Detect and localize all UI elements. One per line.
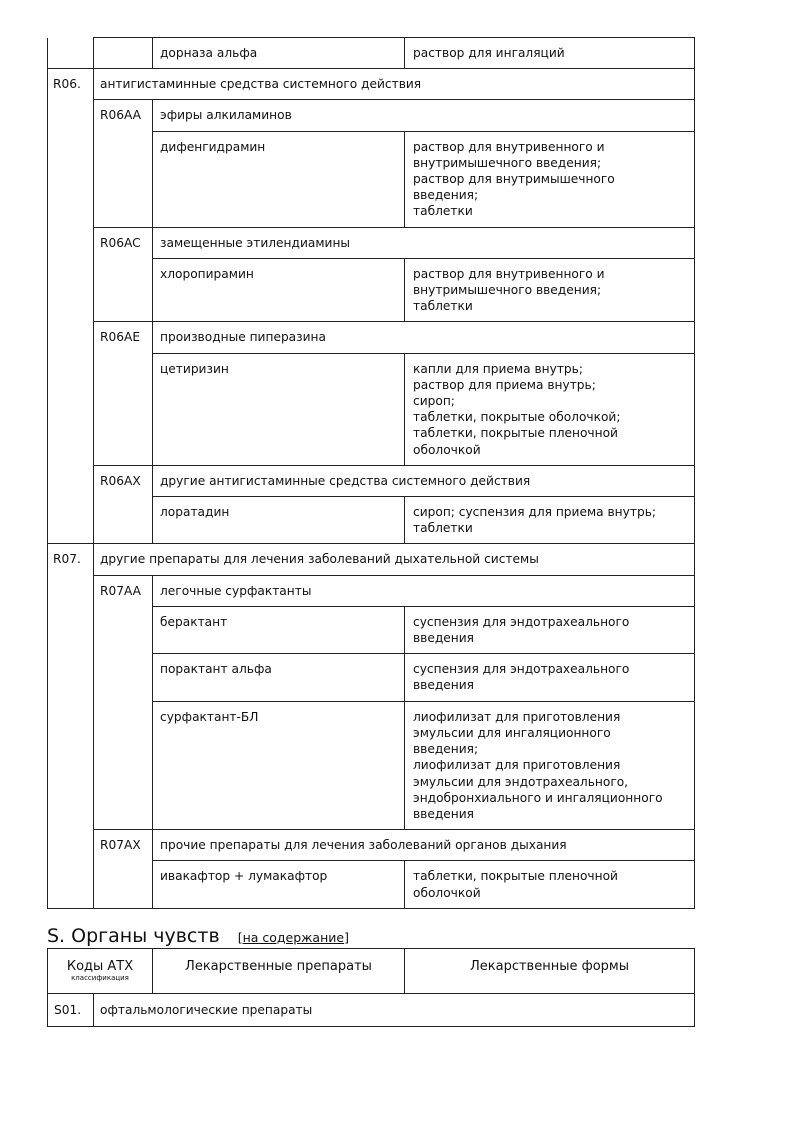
subgroup-code-empty: [94, 861, 153, 908]
group-code-empty: [48, 258, 94, 322]
drug-form-line: раствор для внутривенного и: [413, 139, 605, 154]
table-row: [48, 227, 695, 258]
subgroup-title: производные пиперазина: [153, 322, 695, 353]
table-row: [48, 861, 695, 908]
subgroup-code: R06AA: [94, 100, 153, 131]
drug-name: берактант: [153, 606, 405, 653]
drug-form-line: таблетки, покрытые пленочной: [413, 869, 618, 884]
table-row: [48, 497, 695, 544]
drug-form-line: лиофилизат для приготовления: [413, 758, 621, 773]
group-title: офтальмологические препараты: [94, 994, 695, 1027]
table-row: [48, 69, 695, 100]
table-row: [48, 654, 695, 701]
drug-forms: [405, 861, 695, 908]
table-row: [48, 701, 695, 829]
drug-form-line: раствор для ингаляций: [413, 46, 565, 60]
group-code-empty: [48, 353, 94, 465]
group-code-empty: [48, 131, 94, 227]
group-code-empty: [48, 830, 94, 861]
drug-form-line: введения;: [413, 188, 479, 203]
drug-form-line: сироп;: [413, 394, 455, 409]
table-row: [48, 544, 695, 575]
group-code-empty: [48, 654, 94, 701]
drug-form-line: таблетки: [413, 299, 473, 314]
drug-form-line: суспензия для эндотрахеального: [413, 662, 630, 677]
drug-form-line: введения;: [413, 742, 479, 757]
table-row: [48, 465, 695, 496]
table-row: [48, 575, 695, 606]
subgroup-code-empty: [94, 606, 153, 653]
subgroup-code-empty: [94, 38, 153, 69]
group-code-empty: [48, 100, 94, 131]
group-code: S01.: [48, 994, 94, 1027]
drug-form-line: таблетки: [413, 204, 473, 219]
drug-form-line: таблетки: [413, 521, 473, 536]
header-codes-sub: классификация: [71, 974, 129, 982]
drug-form-line: сироп; суспензия для приема внутрь;: [413, 505, 656, 520]
subgroup-code-empty: [94, 131, 153, 227]
subgroup-title: замещенные этилендиамины: [153, 227, 695, 258]
drug-form-line: раствор для приема внутрь;: [413, 377, 596, 392]
group-code: R07.: [48, 544, 94, 575]
subgroup-title: прочие препараты для лечения заболеваний органов дыхания: [153, 830, 695, 861]
drug-name: ивакафтор + лумакафтор: [153, 861, 405, 908]
drug-form-line: введения: [413, 678, 475, 693]
table-header-row: [48, 949, 695, 994]
table-row: [48, 353, 695, 465]
drug-name: цетиризин: [153, 353, 405, 465]
drug-form-line: раствор для внутривенного и: [413, 266, 605, 281]
drug-form-line: суспензия для эндотрахеального: [413, 614, 630, 629]
drug-form-line: эндобронхиального и ингаляционного: [413, 790, 663, 805]
drug-forms: [405, 38, 695, 69]
header-drugs: Лекарственные препараты: [153, 949, 405, 994]
subgroup-code-empty: [94, 497, 153, 544]
header-forms: Лекарственные формы: [405, 949, 695, 994]
group-code-empty: [48, 38, 94, 69]
table-row: [48, 131, 695, 227]
drug-forms: [405, 353, 695, 465]
subgroup-code: R06AC: [94, 227, 153, 258]
drug-form-line: эмульсии для ингаляционного: [413, 725, 611, 740]
drug-forms: [405, 131, 695, 227]
group-code-empty: [48, 465, 94, 496]
subgroup-code-empty: [94, 701, 153, 829]
subgroup-code: R07AA: [94, 575, 153, 606]
drug-form-line: лиофилизат для приготовления: [413, 709, 621, 724]
drug-forms: [405, 258, 695, 322]
s-section-table: [47, 948, 695, 1027]
drug-forms: [405, 606, 695, 653]
drug-form-line: оболочкой: [413, 442, 481, 457]
section-letter: S.: [47, 925, 66, 947]
subgroup-title: другие антигистаминные средства системного действия: [153, 465, 695, 496]
section-heading: [47, 924, 349, 950]
drug-form-line: введения: [413, 806, 475, 821]
atx-drug-table: [47, 37, 695, 909]
toc-link[interactable]: на содержание: [242, 930, 345, 945]
table-row: [48, 606, 695, 653]
header-codes: Коды АТХ классификация: [48, 949, 153, 994]
drug-form-line: оболочкой: [413, 885, 481, 900]
subgroup-title: эфиры алкиламинов: [153, 100, 695, 131]
section-title: Органы чувств: [71, 925, 220, 947]
table-row: [48, 258, 695, 322]
drug-form-line: раствор для внутримышечного: [413, 172, 615, 187]
subgroup-code-empty: [94, 654, 153, 701]
group-code-empty: [48, 606, 94, 653]
drug-forms: [405, 497, 695, 544]
group-title: антигистаминные средства системного действия: [94, 69, 695, 100]
toc-link-wrapper: [на содержание]: [237, 930, 349, 945]
drug-name: порактант альфа: [153, 654, 405, 701]
subgroup-code-empty: [94, 353, 153, 465]
drug-form-line: внутримышечного введения;: [413, 155, 602, 170]
group-code-empty: [48, 227, 94, 258]
table-row: [48, 994, 695, 1027]
table-row: [48, 830, 695, 861]
drug-forms: [405, 701, 695, 829]
group-code-empty: [48, 575, 94, 606]
group-code: R06.: [48, 69, 94, 100]
group-title: другие препараты для лечения заболеваний дыхательной системы: [94, 544, 695, 575]
drug-name: дорназа альфа: [153, 38, 405, 69]
drug-name: дифенгидрамин: [153, 131, 405, 227]
table-row: [48, 38, 695, 69]
drug-form-line: таблетки, покрытые пленочной: [413, 426, 618, 441]
drug-form-line: таблетки, покрытые оболочкой;: [413, 410, 621, 425]
drug-form-line: введения: [413, 631, 475, 646]
drug-forms: [405, 654, 695, 701]
drug-name: хлоропирамин: [153, 258, 405, 322]
group-code-empty: [48, 701, 94, 829]
drug-form-line: эмульсии для эндотрахеального,: [413, 774, 629, 789]
drug-name: лоратадин: [153, 497, 405, 544]
subgroup-code: R06AX: [94, 465, 153, 496]
subgroup-code: R07AX: [94, 830, 153, 861]
subgroup-code-empty: [94, 258, 153, 322]
group-code-empty: [48, 861, 94, 908]
subgroup-title: легочные сурфактанты: [153, 575, 695, 606]
group-code-empty: [48, 322, 94, 353]
drug-name: сурфактант-БЛ: [153, 701, 405, 829]
table-row: [48, 322, 695, 353]
table-row: [48, 100, 695, 131]
group-code-empty: [48, 497, 94, 544]
drug-form-line: капли для приема внутрь;: [413, 361, 583, 376]
drug-form-line: внутримышечного введения;: [413, 283, 602, 298]
subgroup-code: R06AE: [94, 322, 153, 353]
